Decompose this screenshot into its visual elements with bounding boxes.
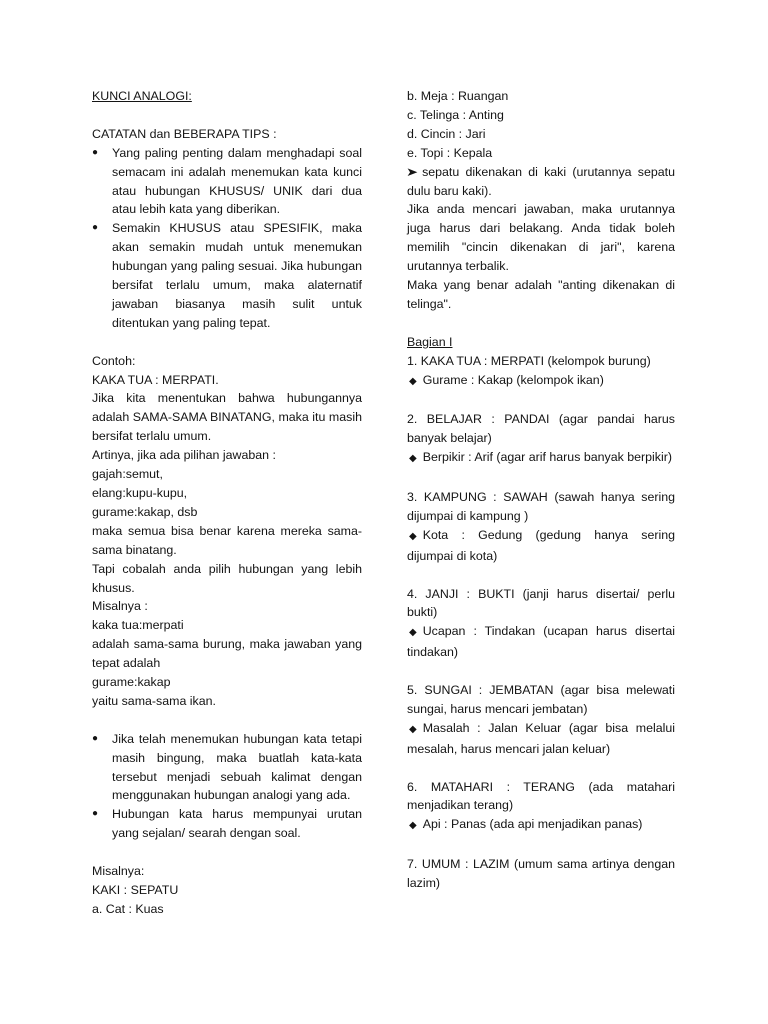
diamond-bullet-icon: ◆: [409, 453, 417, 465]
contoh-paragraph: Jika kita menentukan bahwa hubungannya adalah SAMA-SAMA BINATANG, maka itu masih bersifat terlalu umum.: [92, 391, 362, 444]
question-item: 1. KAKA TUA : MERPATI (kelompok burung): [407, 353, 651, 368]
diamond-bullet-icon: ◆: [409, 627, 417, 639]
answer-text: Ucapan : Tindakan (ucapan harus disertai tindakan): [407, 624, 675, 660]
catatan-heading: CATATAN dan BEBERAPA TIPS :: [92, 126, 277, 141]
question-item: 2. BELAJAR : PANDAI (agar pandai harus banyak belajar): [407, 412, 675, 446]
answer-item: [407, 371, 675, 392]
answer-text: Gurame : Kakap (kelompok ikan): [422, 372, 604, 387]
diamond-bullet-icon: ◆: [409, 530, 417, 542]
answer-item: [407, 448, 675, 469]
right-column: [407, 87, 675, 893]
left-column: [92, 87, 362, 919]
tip-text: Yang paling penting dalam menghadapi soal semacam ini adalah menemukan kata kunci atau hubungan KHUSUS/ UNIK dari dua atau lebih kata yang diberikan.: [112, 145, 362, 217]
bullet-icon: ●: [92, 808, 99, 820]
answer-text: Api : Panas (ada api menjadikan panas): [422, 817, 643, 832]
pilihan-item: gajah:semut,: [92, 467, 163, 482]
answer-option: b. Meja : Ruangan: [407, 89, 509, 103]
answer-option: d. Cincin : Jari: [407, 126, 486, 141]
bullet-icon: ●: [92, 732, 99, 744]
pilihan-item: elang:kupu-kupu,: [92, 486, 188, 500]
contoh-label: Contoh:: [92, 353, 136, 368]
contoh-paragraph: maka semua bisa benar karena mereka sama-sama binatang.: [92, 523, 362, 557]
bullet-icon: ●: [92, 146, 99, 158]
contoh-paragraph: Tapi cobalah anda pilih hubungan yang lebih khusus.: [92, 561, 362, 595]
question-item: 6. MATAHARI : TERANG (ada matahari menjadikan terang): [407, 779, 675, 813]
tip-text: Hubungan kata harus mempunyai urutan yang sejalan/ searah dengan soal.: [112, 807, 362, 841]
example-pair: gurame:kakap: [92, 675, 171, 690]
contoh-pair: KAKA TUA : MERPATI.: [92, 372, 219, 387]
question-item: 3. KAMPUNG : SAWAH (sawah hanya sering dijumpai di kampung ): [407, 489, 675, 523]
arrow-note-text: sepatu dikenakan di kaki (urutannya sepatu dulu baru kaki).: [407, 164, 675, 198]
tip-item: [92, 219, 362, 332]
explanation-paragraph: Maka yang benar adalah "anting dikenakan di telinga".: [407, 278, 675, 311]
diamond-bullet-icon: ◆: [409, 375, 417, 387]
answer-item: [407, 622, 675, 662]
question-item: 4. JANJI : BUKTI (janji harus disertai/ perlu bukti): [407, 586, 675, 620]
tip-text: Jika telah menemukan hubungan kata tetapi masih bingung, maka buatlah kata-kata tersebut menjadi sebuah kalimat dengan menggunakan hubungan analogi yang ada.: [112, 731, 362, 803]
misalnya-label: Misalnya :: [92, 599, 148, 614]
tip-item: [92, 730, 362, 806]
explanation-paragraph: Jika anda mencari jawaban, maka urutannya juga harus dari belakang. Anda tidak boleh memilih "cincin dikenakan di jari", karena urutannya terbalik.: [407, 202, 675, 274]
arrow-note: [407, 163, 675, 201]
soal-pair: KAKI : SEPATU: [92, 883, 179, 897]
bullet-icon: ●: [92, 222, 99, 234]
tip-text: Semakin KHUSUS atau SPESIFIK, maka akan semakin mudah untuk menemukan hubungan yang paling sesuai. Jika hubungan bersifat terlalu umum, maka alaternatif jawaban biasanya masih sulit untuk ditentukan yang paling tepat.: [112, 221, 362, 330]
misalnya-label: Misalnya:: [92, 864, 145, 879]
answer-text: Masalah : Jalan Keluar (agar bisa melalui mesalah, harus mencari jalan keluar): [407, 720, 675, 756]
diamond-bullet-icon: ◆: [409, 723, 417, 735]
document-title: KUNCI ANALOGI:: [92, 89, 192, 103]
tip-item: [92, 144, 362, 220]
arrow-icon: ➤: [405, 164, 419, 179]
section-heading: Bagian I: [407, 334, 453, 349]
tip-item: [92, 805, 362, 843]
example-pair: kaka tua:merpati: [92, 618, 184, 633]
answer-item: [407, 526, 675, 566]
answer-text: Kota : Gedung (gedung hanya sering dijumpai di kota): [407, 527, 675, 563]
question-item: 5. SUNGAI : JEMBATAN (agar bisa melewati sungai, harus mencari jembatan): [407, 683, 675, 716]
answer-item: [407, 719, 675, 759]
answer-text: Berpikir : Arif (agar arif harus banyak berpikir): [422, 450, 672, 465]
pilihan-intro: Artinya, jika ada pilihan jawaban :: [92, 448, 276, 463]
example-description: yaitu sama-sama ikan.: [92, 693, 216, 708]
pilihan-item: gurame:kakap, dsb: [92, 504, 198, 519]
diamond-bullet-icon: ◆: [409, 820, 417, 832]
example-description: adalah sama-sama burung, maka jawaban yang tepat adalah: [92, 637, 362, 671]
answer-option: c. Telinga : Anting: [407, 107, 504, 122]
answer-item: [407, 815, 675, 836]
answer-option: a. Cat : Kuas: [92, 901, 164, 916]
answer-option: e. Topi : Kepala: [407, 145, 493, 160]
question-item: 7. UMUM : LAZIM (umum sama artinya dengan lazim): [407, 857, 675, 891]
